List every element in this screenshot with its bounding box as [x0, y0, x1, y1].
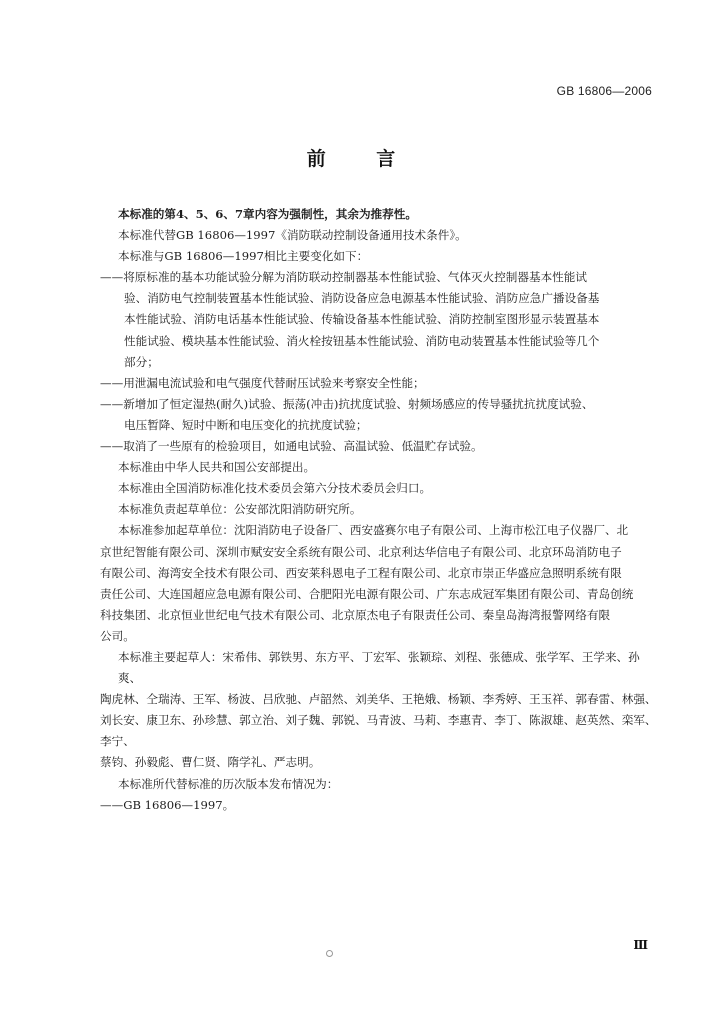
change-item-3-line-2: 电压暂降、短时中断和电压变化的抗扰度试验；	[124, 417, 368, 432]
paragraph-main-drafters	[100, 647, 658, 774]
participating-line-2: 京世纪智能有限公司、深圳市赋安安全系统有限公司、北京利达华信电子有限公司、北京环岛消防电子	[100, 544, 622, 559]
change-item-1-line-2: 验、消防电气控制装置基本性能试验、消防设备应急电源基本性能试验、消防应急广播设备基	[124, 291, 600, 306]
drafters-line-2: 陶虎林、仝瑞涛、王军、杨波、吕欣驰、卢韶然、刘美华、王艳娥、杨颖、李秀婷、王玉祥、郭春雷、林强、	[100, 692, 657, 707]
change-item-1-line-4: 性能试验、模块基本性能试验、消火栓按钮基本性能试验、消防电动装置基本性能试验等几个	[124, 333, 600, 348]
participating-line-5: 科技集团、北京恒业世纪电气技术有限公司、北京原杰电子有限责任公司、秦皇岛海湾报警网络有限	[100, 607, 611, 622]
participating-line-1: 本标准参加起草单位：沈阳消防电子设备厂、西安盛赛尔电子有限公司、上海市松江电子仪器厂、北	[118, 523, 629, 538]
change-item-1-line-5: 部分；	[124, 354, 159, 369]
change-item-2-line-1: 用泄漏电流试验和电气强度代替耐压试验来考察安全性能；	[123, 375, 425, 390]
page-number: Ⅲ	[633, 938, 648, 952]
participating-line-6: 公司。	[100, 628, 135, 643]
drafters-line-3: 刘长安、康卫东、孙珍慧、郭立治、刘子魏、郭锐、马青波、马莉、李惠青、李丁、陈淑雄、赵英然、栾军、李宁、	[100, 713, 657, 749]
change-item-3	[100, 394, 658, 436]
dash-mark: ——	[100, 439, 124, 454]
participating-line-4: 责任公司、大连国超应急电源有限公司、合肥阳光电源有限公司、广东志成冠军集团有限公司、青岛创统	[100, 586, 634, 601]
change-item-1	[100, 267, 658, 372]
change-item-4	[100, 436, 658, 457]
drafters-line-1: 本标准主要起草人：宋希伟、郭铁男、东方平、丁宏军、张颖琮、刘程、张德成、张学军、王学来、孙爽、	[118, 649, 640, 686]
scan-speck	[326, 950, 333, 957]
dash-mark: ——	[100, 270, 124, 285]
drafters-line-4: 蔡钧、孙毅彪、曹仁贤、隋学礼、严志明。	[100, 755, 321, 770]
paragraph-participating-drafters	[100, 520, 658, 647]
participating-line-3: 有限公司、海湾安全技术有限公司、西安莱科恩电子工程有限公司、北京市崇正华盛应急照明系统有限	[100, 565, 622, 580]
dash-mark: ——	[100, 396, 124, 411]
paragraph-previous-editions: 本标准所代替标准的历次版本发布情况为：	[118, 776, 339, 791]
paragraph-mandatory-clauses: 本标准的第4、5、6、7章内容为强制性，其余为推荐性。	[118, 207, 417, 221]
dash-mark: ——	[100, 375, 124, 390]
foreword-body	[100, 204, 658, 816]
paragraph-proposed-by: 本标准由中华人民共和国公安部提出。	[118, 460, 316, 475]
paragraph-lead-drafter: 本标准负责起草单位：公安部沈阳消防研究所。	[118, 502, 362, 517]
change-item-1-line-3: 本性能试验、消防电话基本性能试验、传输设备基本性能试验、消防控制室图形显示装置基本	[124, 312, 600, 327]
change-item-2	[100, 373, 658, 394]
page-title: 前 言	[306, 148, 418, 170]
paragraph-replaces: 本标准代替GB 16806—1997《消防联动控制设备通用技术条件》。	[118, 228, 467, 243]
paragraph-changes-intro: 本标准与GB 16806—1997相比主要变化如下：	[118, 249, 369, 264]
standard-code-header: GB 16806—2006	[556, 84, 652, 98]
change-item-4-line-1: 取消了一些原有的检验项目，如通电试验、高温试验、低温贮存试验。	[123, 439, 483, 454]
paragraph-under-jurisdiction: 本标准由全国消防标准化技术委员会第六分技术委员会归口。	[118, 481, 432, 496]
previous-edition-item: ——GB 16806—1997。	[100, 797, 235, 812]
change-item-1-line-1: 将原标准的基本功能试验分解为消防联动控制器基本性能试验、气体灭火控制器基本性能试	[123, 270, 587, 285]
change-item-3-line-1: 新增加了恒定湿热(耐久)试验、振荡(冲击)抗扰度试验、射频场感应的传导骚扰抗扰度试验、	[123, 396, 594, 411]
